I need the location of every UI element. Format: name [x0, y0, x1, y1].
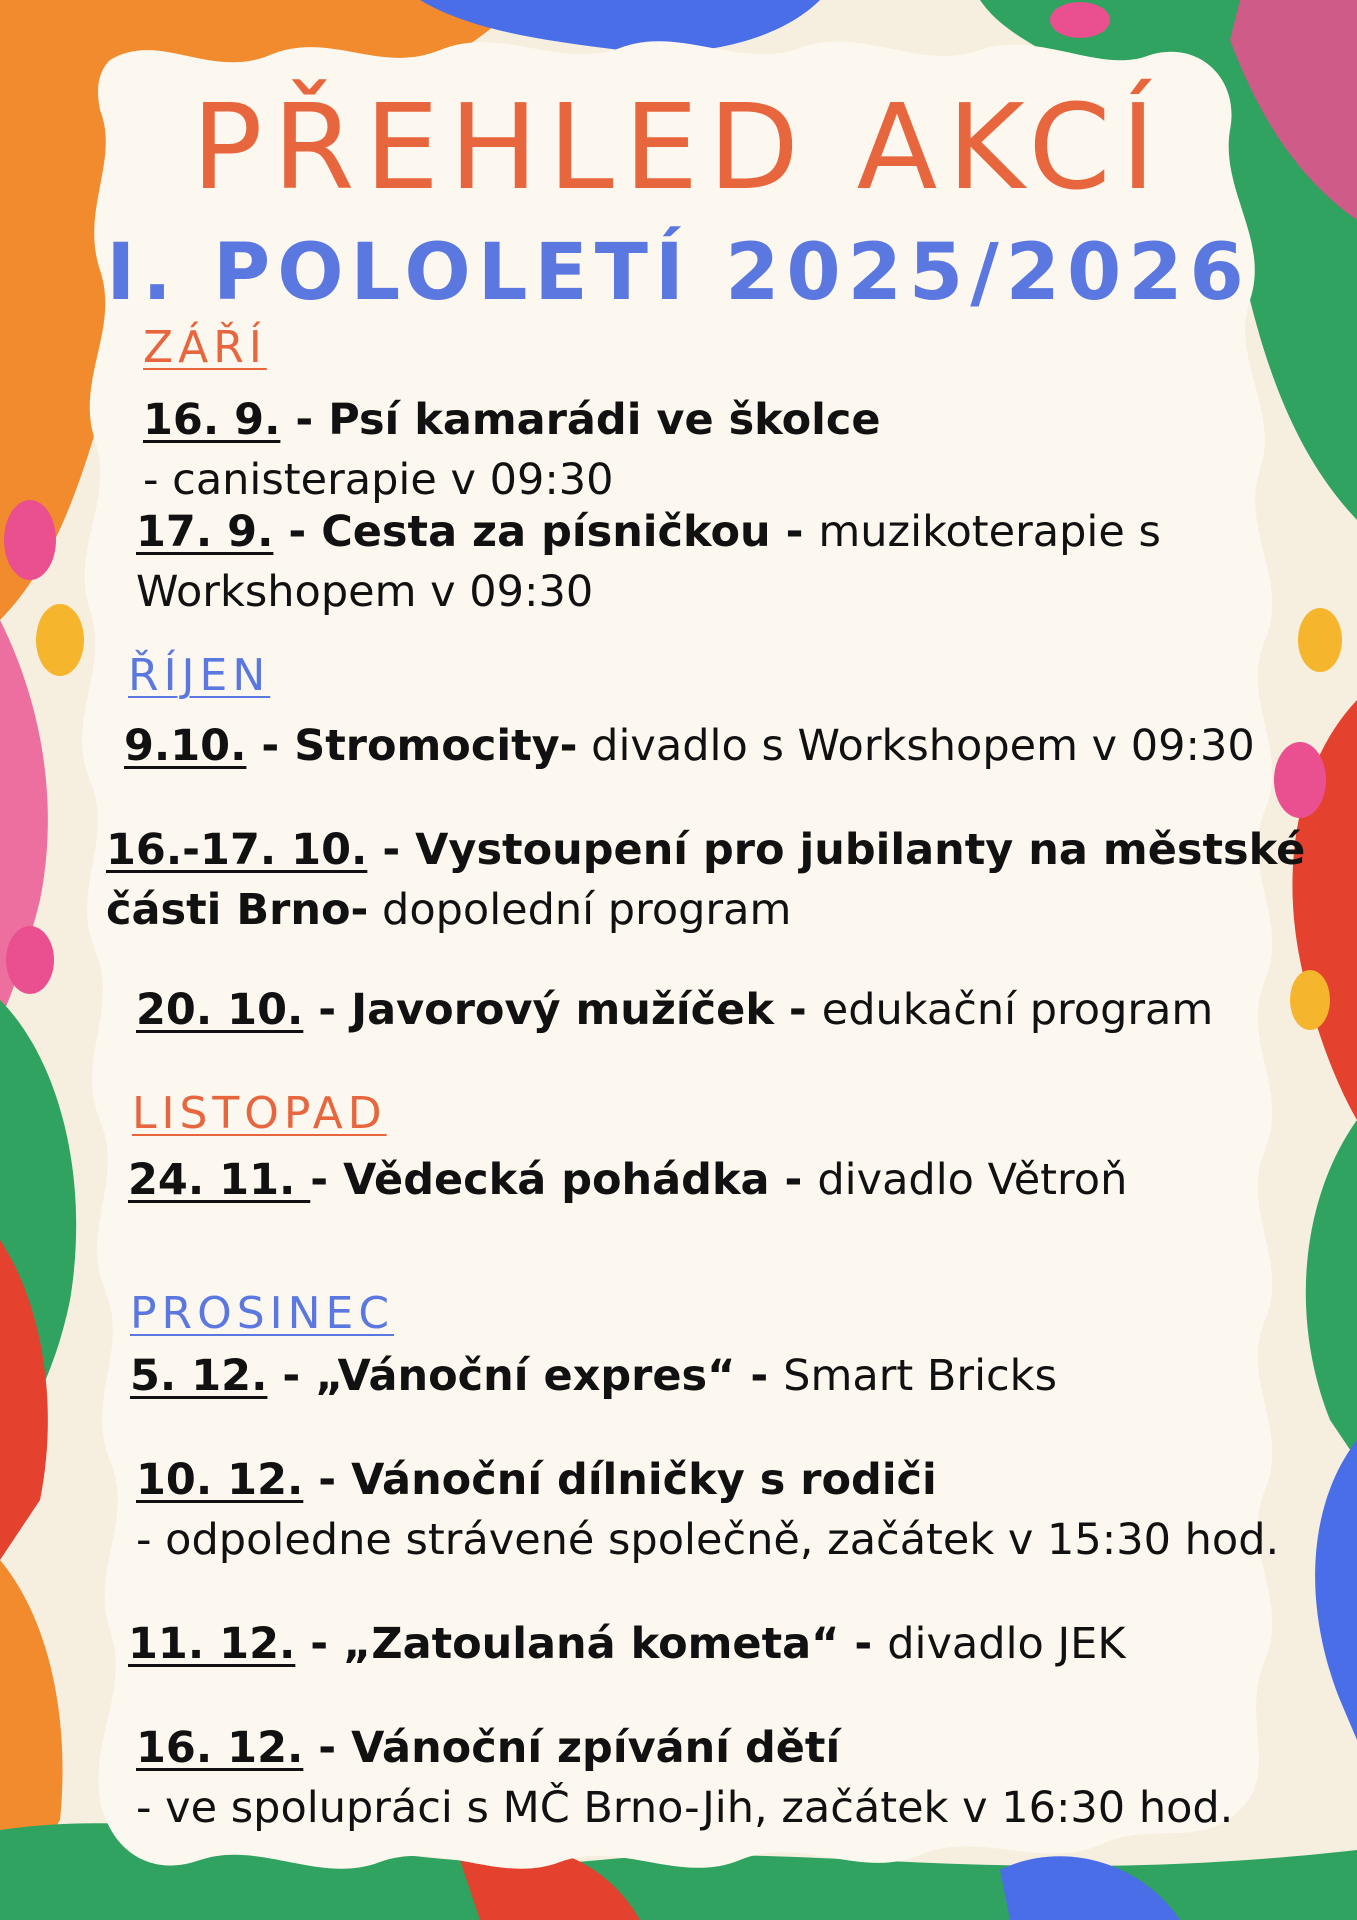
event-title: „Zatoulaná kometa“ — [343, 1619, 840, 1669]
month-heading-november: LISTOPAD — [132, 1088, 387, 1139]
event-item — [124, 716, 1255, 776]
event-item — [143, 390, 881, 510]
event-date: 9.10. — [124, 721, 247, 771]
event-separator: - — [303, 1455, 352, 1505]
event-detail: dopolední program — [368, 885, 792, 935]
event-title: Javorový mužíček — [351, 985, 774, 1035]
event-detail: divadlo s Workshopem v 09:30 — [577, 721, 1255, 771]
event-detail-continued: Workshopem v 09:30 — [136, 567, 594, 617]
event-item — [130, 1346, 1057, 1406]
event-detail: edukační program — [821, 985, 1214, 1035]
poster-subtitle: I. POLOLETÍ 2025/2026 — [106, 228, 1251, 318]
event-date: 20. 10. — [136, 985, 304, 1035]
poster-title: PŘEHLED AKCÍ — [191, 78, 1166, 216]
event-item — [128, 1614, 1126, 1674]
event-date: 16. 9. — [143, 395, 281, 445]
event-separator: - — [303, 1723, 352, 1773]
event-item — [106, 820, 1305, 940]
event-item — [136, 1718, 1233, 1838]
event-title: Vánoční dílničky s rodiči — [351, 1455, 937, 1505]
event-separator: - — [246, 721, 295, 771]
event-detail: divadlo JEK — [887, 1619, 1126, 1669]
month-heading-october: ŘÍJEN — [128, 650, 271, 701]
event-date: 11. 12. — [128, 1619, 296, 1669]
event-separator: - — [769, 1155, 818, 1205]
event-date: 24. 11. — [128, 1155, 311, 1205]
event-detail: muzikoterapie s — [818, 507, 1161, 557]
event-date: 16. 12. — [136, 1723, 304, 1773]
event-detail: - canisterapie v 09:30 — [143, 455, 614, 505]
event-separator: - — [735, 1351, 784, 1401]
event-separator: - — [839, 1619, 888, 1669]
event-separator: - — [367, 825, 416, 875]
event-separator: - — [273, 507, 322, 557]
event-title: Stromocity- — [294, 721, 578, 771]
event-title: Vystoupení pro jubilanty na městské — [415, 825, 1306, 875]
event-date: 16.-17. 10. — [106, 825, 368, 875]
event-separator: - — [280, 395, 329, 445]
event-date: 5. 12. — [130, 1351, 268, 1401]
event-title: „Vánoční expres“ — [315, 1351, 736, 1401]
event-title: Psí kamarádi ve školce — [328, 395, 881, 445]
event-item — [136, 1450, 1279, 1570]
event-detail: - odpoledne strávené společně, začátek v 15:30 hod. — [136, 1515, 1280, 1565]
event-item — [128, 1150, 1127, 1210]
event-date: 17. 9. — [136, 507, 274, 557]
event-detail: Smart Bricks — [783, 1351, 1057, 1401]
event-separator: - — [773, 985, 822, 1035]
event-detail: - ve spolupráci s MČ Brno-Jih, začátek v 16:30 hod. — [136, 1783, 1234, 1833]
event-title: Vánoční zpívání dětí — [351, 1723, 841, 1773]
event-title-continued: části Brno- — [106, 885, 369, 935]
event-item — [136, 502, 1161, 622]
event-separator: - — [295, 1619, 344, 1669]
event-title: Vědecká pohádka — [343, 1155, 770, 1205]
event-title: Cesta za písničkou — [321, 507, 771, 557]
month-heading-september: ZÁŘÍ — [143, 322, 267, 373]
event-separator: - — [770, 507, 819, 557]
event-item — [136, 980, 1213, 1040]
month-heading-december: PROSINEC — [130, 1288, 395, 1339]
event-separator: - — [267, 1351, 316, 1401]
event-separator: - — [303, 985, 352, 1035]
event-detail: divadlo Větroň — [817, 1155, 1128, 1205]
event-date: 10. 12. — [136, 1455, 304, 1505]
event-separator: - — [310, 1155, 344, 1205]
